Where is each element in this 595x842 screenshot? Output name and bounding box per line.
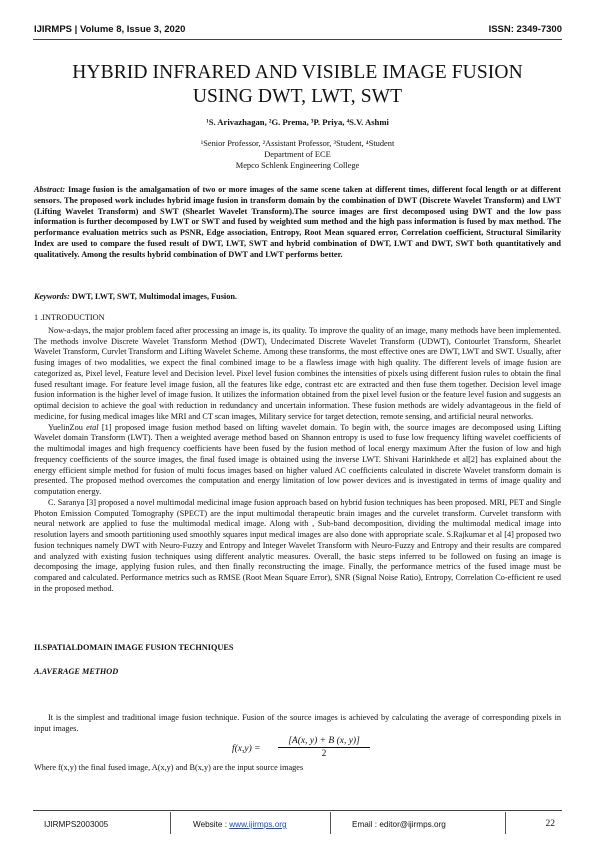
- keywords-label: Keywords:: [34, 292, 70, 301]
- page-number: 22: [545, 819, 555, 829]
- title-line-2: USING DWT, LWT, SWT: [192, 86, 403, 107]
- email-info: [352, 820, 446, 829]
- paper-id: IJIRMPS2003005: [44, 820, 109, 829]
- website-label: Website :: [193, 820, 230, 829]
- formula-numerator: [A(x, y) + B (x, y)]: [278, 736, 370, 748]
- author-list: ¹S. Arivazhagan, ²G. Prema, ³P. Priya, ⁴S.V. Ashmi: [206, 117, 389, 127]
- website-link[interactable]: www.ijirmps.org: [229, 820, 287, 829]
- formula-explanation: Where f(x,y) the final fused image, A(x,y) and B(x,y) are the input source images: [34, 763, 304, 772]
- affiliation-college: Mepco Schlenk Engineering College: [235, 161, 360, 170]
- abstract: [34, 185, 561, 260]
- paper-title: [40, 61, 555, 109]
- issn-header: ISSN: 2349-7300: [488, 24, 562, 35]
- et-al: etal: [82, 422, 99, 432]
- keywords-text: DWT, LWT, SWT, Multimodal images, Fusion.: [69, 292, 237, 301]
- paragraph: Now-a-days, the major problem faced after processing an image is, its quality. To improve the quality of an image, many methods have been implemented. The methods involve Discrete Wavelet Transform Method (DWT), Undecimated Discrete Wavelet Transform (UDWT), Contourlet Transform, Shearlet Wavelet Transform, Curvlet Transform and Lifting Wavelet Scheme. Among these transforms, the most effective ones are DWT, LWT and SWT. Usually, after fusing images of two modalities, we expect the final combined image to be a flawless image with high quality. The different levels of image fusion are categorized as, Pixel level, Feature level and Decision level. Pixel level fusion combines the intensities of pixels using different fusion rules to obtain the final fused resultant image. For feature level image fusion, all the features like edge, contrast etc are extracted and then fuse them together. Decision level image fusion information is the higher level of image fusion. It utilizes the information obtained from the pixel level fusion or the feature level fusion and suggests an optimal decision to achieve the goal with reduction in redundancy and uncertain information. These fusion methods are widely advantageous in the field of medicine, for fusing medical images like MRI and CT scan images, Military service for target detection, remote sensing, and artificial neural networks.: [34, 325, 561, 421]
- affiliation-department: Department of ECE: [264, 150, 331, 159]
- footer-rule: [33, 810, 562, 811]
- paragraph: [34, 423, 561, 498]
- footer-divider: [505, 812, 506, 834]
- subsection-heading: A.AVERAGE METHOD: [34, 667, 119, 676]
- footer-divider: [330, 812, 331, 834]
- abstract-text: Image fusion is the amalgamation of two or more images of the same scene taken at different times, different focal length or at different sensors. The proposed work includes hybrid image fusion in transform domain by the combination of DWT (Discrete Wavelet Transform) and LWT (Lifting Wavelet Transform) and SWT (Shearlet Wavelet Transform).The source images are first decomposed using DWT and the low pass information is further decomposed by LWT or SWT and fused by weighted sum method and the high pass information is fused by max method. The performance evaluation metrics such as PSNR, Edge association, Entropy, Root Mean squared error, Correlation coefficient, Structural Similarity Index are used to compare the fused result of DWT, LWT, SWT and hybrid combination of DWT, LWT and DWT, SWT both quantitatively and qualitatively. Among the results hybrid combination of DWT and LWT performs better.: [34, 185, 561, 259]
- keywords: [34, 292, 561, 303]
- paragraph: C. Saranya [3] proposed a novel multimodal medicinal image fusion approach based on hybrid fusion techniques has been proposed. MRI, PET and Single Photon Emission Computed Tomography (SPECT) are the input multimodal therapeutic brain images and the curvelet transform. Curvelet transform with neural network are applied to fuse the multimodal medical image. Along with , Sub-band decomposition, dividing the multimodal medical image into resolution layers and smooth partitioning used smoothly squares input medical images are also done with appropriate scale. S.Rajkumar et al [4] proposed two fusion techniques namely DWT with Neuro-Fuzzy and Entropy and Integer Wavelet Transform with Neuro-Fuzzy and Entropy and their results are compared and analyzed with existing fusion techniques using different analytic measures. Overall, the basic steps inferred to be followed on fusing an image is decomposing the image, applying fusion rules, and then finally reconstructing the image. Finally, the performance metrics of the fused image must be compared and calculated. Performance metrics such as RMSE (Root Mean Square Error), SNR (Signal Noise Ratio), Entropy, Correlation Co-efficient re used in the proposed method.: [34, 497, 561, 593]
- title-line-1: HYBRID INFRARED AND VISIBLE IMAGE FUSION: [72, 62, 523, 83]
- formula-lhs: f(x,y) =: [232, 744, 261, 754]
- section-heading: 1 .INTRODUCTION: [34, 313, 105, 322]
- affiliation-roles: ¹Senior Professor, ²Assistant Professor, ³Student, ⁴Student: [200, 139, 395, 148]
- section-heading: II.SPATIALDOMAIN IMAGE FUSION TECHNIQUES: [34, 643, 234, 652]
- footer-divider: [170, 812, 171, 834]
- average-formula: [232, 736, 372, 766]
- paragraph-text: It is the simplest and traditional image fusion technique. Fusion of the source images is achieved by calculating the average of corresponding pixels in input images.: [34, 713, 561, 733]
- author-name: YuelinZou: [48, 422, 83, 432]
- website-info: [193, 820, 287, 829]
- header-rule: [33, 39, 562, 40]
- paragraph: [34, 713, 561, 735]
- abstract-label: Abstract:: [34, 185, 69, 194]
- paragraph-text: [1] proposed image fusion method based on lifting wavelet domain. To begin with, the source images are decomposed using Lifting Wavelet domain Transform (LWT). Then a weighted average method based on Shannon entropy is used to fuse low frequency lifting wavelet coefficients of the multimodal images and high frequency coefficients have been fused by the fusion method of local energy maximum After the fusion of low and high frequency coefficients of the source images, the final fused image is obtained using the inverse LWT. Shivani Harinkhede et al[2] has explained about the energy efficient simple method for fusion of multi focus images based on higher valued AC coefficients calculated in discrete Wavelet transform domain is presented. The proposed method overcomes the computation and energy limitation of low power devices and is investigated in terms of image quality and computation energy.: [34, 422, 561, 496]
- email-label: Email :: [352, 820, 380, 829]
- introduction-section: [34, 313, 561, 595]
- formula-denominator: 2: [321, 749, 327, 759]
- email-link[interactable]: editor@ijirmps.org: [379, 820, 446, 829]
- formula-fraction: [278, 736, 370, 759]
- journal-header: IJIRMPS | Volume 8, Issue 3, 2020: [34, 24, 186, 35]
